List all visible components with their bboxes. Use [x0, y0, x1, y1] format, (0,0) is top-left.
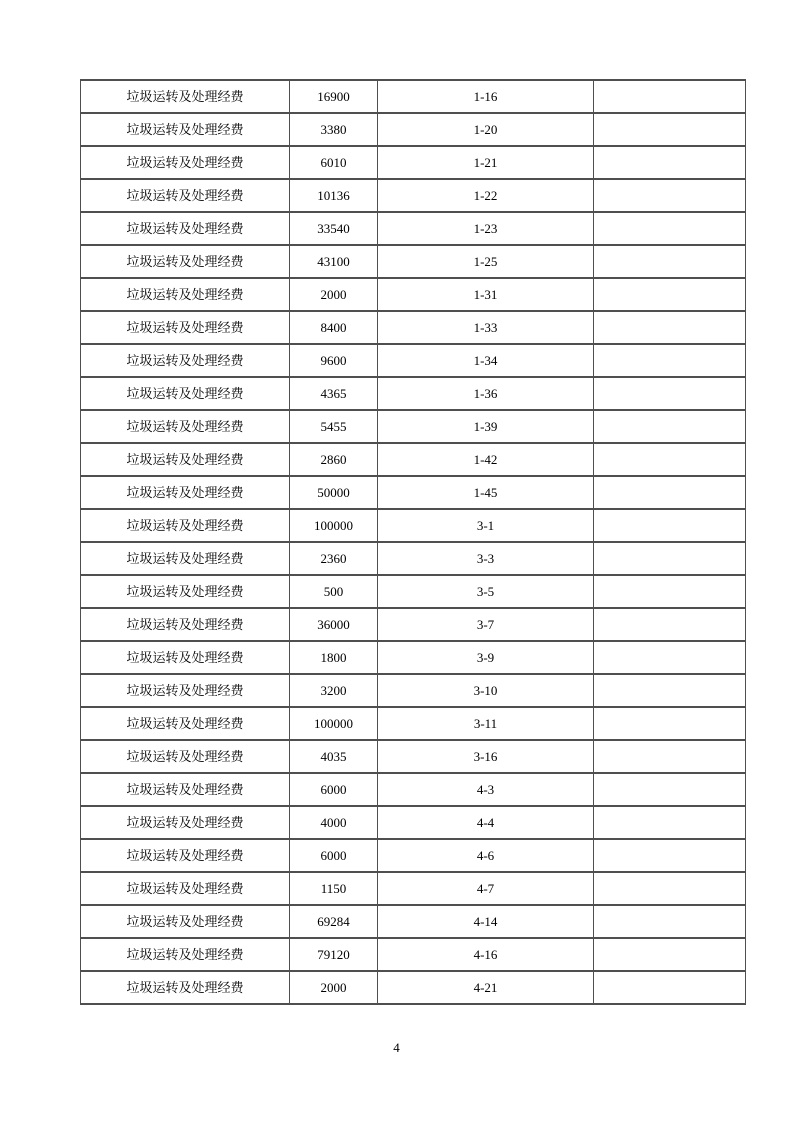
- voucher-cell: 3-9: [378, 641, 594, 674]
- remark-cell: [594, 707, 746, 740]
- amount-cell: 69284: [290, 905, 378, 938]
- amount-cell: 3200: [290, 674, 378, 707]
- voucher-cell: 1-33: [378, 311, 594, 344]
- voucher-cell: 4-16: [378, 938, 594, 971]
- remark-cell: [594, 146, 746, 179]
- voucher-cell: 1-45: [378, 476, 594, 509]
- category-cell: 垃圾运转及处理经费: [81, 608, 290, 641]
- remark-cell: [594, 839, 746, 872]
- expense-table-body: [81, 80, 746, 1004]
- remark-cell: [594, 311, 746, 344]
- category-cell: 垃圾运转及处理经费: [81, 212, 290, 245]
- voucher-cell: 3-7: [378, 608, 594, 641]
- voucher-cell: 4-14: [378, 905, 594, 938]
- category-cell: 垃圾运转及处理经费: [81, 377, 290, 410]
- amount-cell: 2860: [290, 443, 378, 476]
- table-row: [81, 377, 746, 410]
- table-row: [81, 575, 746, 608]
- voucher-cell: 4-3: [378, 773, 594, 806]
- table-row: [81, 146, 746, 179]
- remark-cell: [594, 245, 746, 278]
- category-cell: 垃圾运转及处理经费: [81, 806, 290, 839]
- table-row: [81, 773, 746, 806]
- table-row: [81, 608, 746, 641]
- remark-cell: [594, 905, 746, 938]
- category-cell: 垃圾运转及处理经费: [81, 113, 290, 146]
- amount-cell: 10136: [290, 179, 378, 212]
- category-cell: 垃圾运转及处理经费: [81, 179, 290, 212]
- table-row: [81, 278, 746, 311]
- remark-cell: [594, 443, 746, 476]
- remark-cell: [594, 344, 746, 377]
- table-row: [81, 839, 746, 872]
- table-row: [81, 872, 746, 905]
- voucher-cell: 1-23: [378, 212, 594, 245]
- table-row: [81, 443, 746, 476]
- voucher-cell: 3-5: [378, 575, 594, 608]
- remark-cell: [594, 575, 746, 608]
- category-cell: 垃圾运转及处理经费: [81, 509, 290, 542]
- remark-cell: [594, 278, 746, 311]
- amount-cell: 4365: [290, 377, 378, 410]
- amount-cell: 1150: [290, 872, 378, 905]
- table-row: [81, 80, 746, 113]
- voucher-cell: 1-34: [378, 344, 594, 377]
- voucher-cell: 1-36: [378, 377, 594, 410]
- remark-cell: [594, 674, 746, 707]
- table-row: [81, 509, 746, 542]
- amount-cell: 2360: [290, 542, 378, 575]
- remark-cell: [594, 872, 746, 905]
- voucher-cell: 1-22: [378, 179, 594, 212]
- amount-cell: 16900: [290, 80, 378, 113]
- voucher-cell: 1-25: [378, 245, 594, 278]
- table-row: [81, 113, 746, 146]
- category-cell: 垃圾运转及处理经费: [81, 410, 290, 443]
- category-cell: 垃圾运转及处理经费: [81, 575, 290, 608]
- remark-cell: [594, 542, 746, 575]
- category-cell: 垃圾运转及处理经费: [81, 938, 290, 971]
- category-cell: 垃圾运转及处理经费: [81, 971, 290, 1004]
- amount-cell: 1800: [290, 641, 378, 674]
- voucher-cell: 4-21: [378, 971, 594, 1004]
- amount-cell: 2000: [290, 971, 378, 1004]
- table-row: [81, 212, 746, 245]
- voucher-cell: 1-39: [378, 410, 594, 443]
- table-row: [81, 938, 746, 971]
- remark-cell: [594, 773, 746, 806]
- category-cell: 垃圾运转及处理经费: [81, 146, 290, 179]
- category-cell: 垃圾运转及处理经费: [81, 839, 290, 872]
- voucher-cell: 1-31: [378, 278, 594, 311]
- category-cell: 垃圾运转及处理经费: [81, 443, 290, 476]
- voucher-cell: 4-6: [378, 839, 594, 872]
- remark-cell: [594, 80, 746, 113]
- remark-cell: [594, 938, 746, 971]
- category-cell: 垃圾运转及处理经费: [81, 773, 290, 806]
- table-row: [81, 542, 746, 575]
- amount-cell: 4035: [290, 740, 378, 773]
- amount-cell: 2000: [290, 278, 378, 311]
- amount-cell: 9600: [290, 344, 378, 377]
- remark-cell: [594, 377, 746, 410]
- table-row: [81, 245, 746, 278]
- voucher-cell: 3-10: [378, 674, 594, 707]
- voucher-cell: 3-16: [378, 740, 594, 773]
- amount-cell: 6000: [290, 773, 378, 806]
- table-row: [81, 674, 746, 707]
- voucher-cell: 1-20: [378, 113, 594, 146]
- table-row: [81, 740, 746, 773]
- table-row: [81, 311, 746, 344]
- table-row: [81, 476, 746, 509]
- amount-cell: 100000: [290, 509, 378, 542]
- voucher-cell: 4-4: [378, 806, 594, 839]
- category-cell: 垃圾运转及处理经费: [81, 641, 290, 674]
- voucher-cell: 1-16: [378, 80, 594, 113]
- category-cell: 垃圾运转及处理经费: [81, 674, 290, 707]
- table-row: [81, 971, 746, 1004]
- table-row: [81, 179, 746, 212]
- remark-cell: [594, 179, 746, 212]
- table-row: [81, 707, 746, 740]
- category-cell: 垃圾运转及处理经费: [81, 278, 290, 311]
- remark-cell: [594, 212, 746, 245]
- table-row: [81, 410, 746, 443]
- amount-cell: 36000: [290, 608, 378, 641]
- voucher-cell: 3-3: [378, 542, 594, 575]
- category-cell: 垃圾运转及处理经费: [81, 542, 290, 575]
- amount-cell: 8400: [290, 311, 378, 344]
- amount-cell: 50000: [290, 476, 378, 509]
- table-row: [81, 806, 746, 839]
- remark-cell: [594, 971, 746, 1004]
- voucher-cell: 3-11: [378, 707, 594, 740]
- category-cell: 垃圾运转及处理经费: [81, 476, 290, 509]
- amount-cell: 6000: [290, 839, 378, 872]
- remark-cell: [594, 806, 746, 839]
- remark-cell: [594, 410, 746, 443]
- category-cell: 垃圾运转及处理经费: [81, 905, 290, 938]
- amount-cell: 79120: [290, 938, 378, 971]
- expense-table: [80, 79, 746, 1005]
- category-cell: 垃圾运转及处理经费: [81, 740, 290, 773]
- voucher-cell: 1-42: [378, 443, 594, 476]
- category-cell: 垃圾运转及处理经费: [81, 344, 290, 377]
- amount-cell: 100000: [290, 707, 378, 740]
- remark-cell: [594, 641, 746, 674]
- remark-cell: [594, 509, 746, 542]
- table-row: [81, 641, 746, 674]
- category-cell: 垃圾运转及处理经费: [81, 311, 290, 344]
- remark-cell: [594, 476, 746, 509]
- amount-cell: 43100: [290, 245, 378, 278]
- category-cell: 垃圾运转及处理经费: [81, 872, 290, 905]
- amount-cell: 500: [290, 575, 378, 608]
- category-cell: 垃圾运转及处理经费: [81, 707, 290, 740]
- document-page-table-region: [80, 79, 746, 1005]
- amount-cell: 3380: [290, 113, 378, 146]
- amount-cell: 6010: [290, 146, 378, 179]
- remark-cell: [594, 113, 746, 146]
- category-cell: 垃圾运转及处理经费: [81, 245, 290, 278]
- voucher-cell: 3-1: [378, 509, 594, 542]
- voucher-cell: 4-7: [378, 872, 594, 905]
- category-cell: 垃圾运转及处理经费: [81, 80, 290, 113]
- page-number: 4: [393, 1040, 400, 1055]
- remark-cell: [594, 740, 746, 773]
- amount-cell: 33540: [290, 212, 378, 245]
- amount-cell: 4000: [290, 806, 378, 839]
- remark-cell: [594, 608, 746, 641]
- voucher-cell: 1-21: [378, 146, 594, 179]
- table-row: [81, 905, 746, 938]
- table-row: [81, 344, 746, 377]
- amount-cell: 5455: [290, 410, 378, 443]
